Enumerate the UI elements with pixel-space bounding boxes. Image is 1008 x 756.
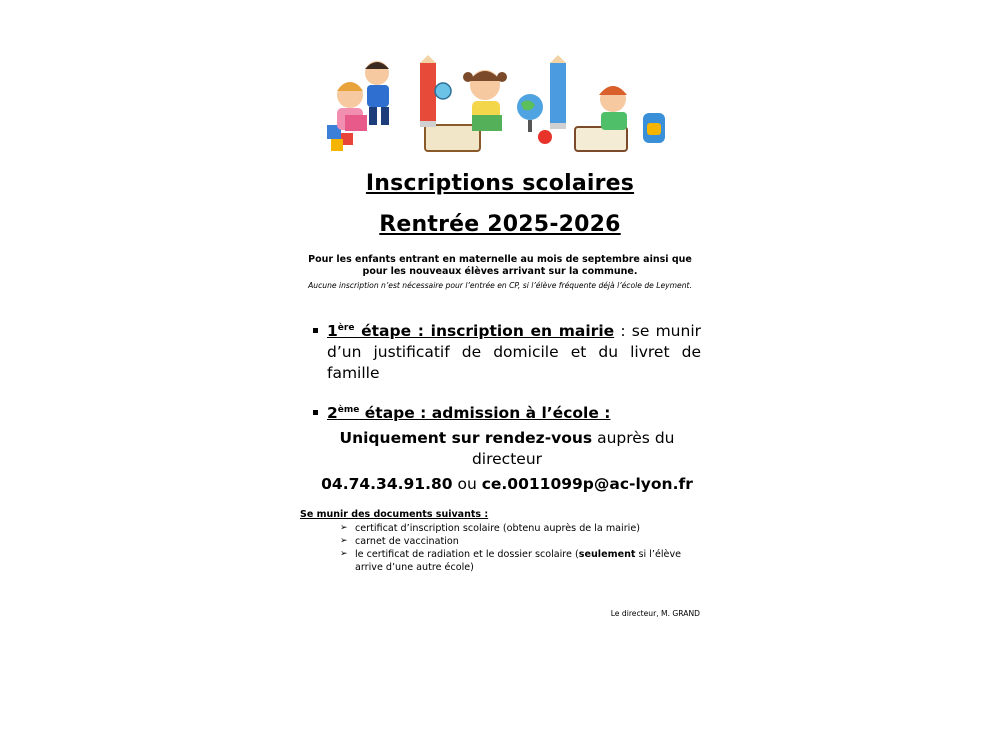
school-year-title: Rentrée 2025-2026	[379, 212, 621, 237]
arrow-bullet-icon: ➢	[340, 536, 348, 546]
appointment-text: Uniquement sur rendez-vous auprès du directeur	[339, 429, 675, 468]
step-2	[313, 403, 701, 424]
documents-list	[340, 522, 710, 574]
page-title: Inscriptions scolaires	[365, 171, 635, 196]
step-1-text: : se munir d’un justificatif de domicile et du livret de famille	[327, 322, 701, 382]
phone-number: 04.74.34.91.80	[321, 475, 453, 493]
list-item: ➢ carnet de vaccination	[340, 536, 459, 547]
step-1-heading: 1ère étape : inscription en mairie	[327, 322, 615, 340]
arrow-bullet-icon: ➢	[340, 549, 348, 559]
step-1	[313, 321, 701, 384]
contact-line: 04.74.34.91.80 ou ce.0011099p@ac-lyon.fr	[321, 475, 693, 493]
list-item: ➢ le certificat de radiation et le dossier scolaire (seulement si l’élève arrive d’une autre école)	[340, 549, 682, 573]
documents-title: Se munir des documents suivants :	[300, 509, 489, 520]
step-2-heading: 2ème étape : admission à l’école :	[327, 404, 611, 422]
bullet-square-icon	[313, 410, 318, 415]
signature: Le directeur, M. GRAND	[610, 609, 700, 618]
school-children-illustration-icon	[325, 55, 670, 158]
bullet-square-icon	[313, 328, 318, 333]
intro-text: Pour les enfants entrant en maternelle au mois de septembre ainsi que pour les nouveaux élèves arrivant sur la commune.	[308, 254, 692, 277]
arrow-bullet-icon: ➢	[340, 523, 348, 533]
email-address: ce.0011099p@ac-lyon.fr	[481, 475, 693, 493]
cp-note: Aucune inscription n’est nécessaire pour l’entrée en CP, si l’élève fréquente déjà l’école de Leyment.	[308, 281, 692, 290]
list-item: ➢ certificat d’inscription scolaire (obtenu auprès de la mairie)	[340, 523, 640, 534]
